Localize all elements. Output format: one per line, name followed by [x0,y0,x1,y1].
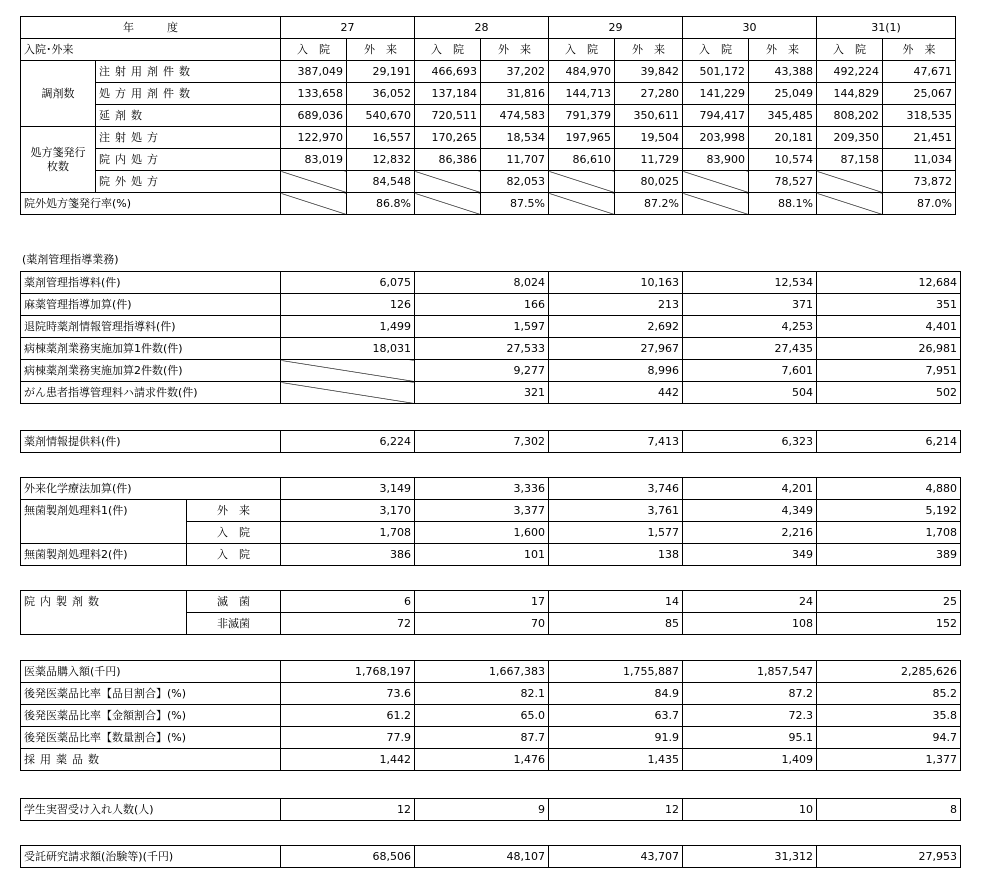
cell: 1,667,383 [415,661,549,683]
row-label: 麻薬管理指導加算(件) [21,294,281,316]
year-28: 28 [415,17,549,39]
cell: 12 [281,799,415,821]
cell: 19,504 [615,127,683,149]
table-row [21,661,961,683]
cell: 389 [817,544,961,566]
outpatient-header: 外 来 [347,39,415,61]
year-label: 年 度 [21,17,281,39]
table-row [21,500,961,522]
cell: 61.2 [281,705,415,727]
cell: 11,707 [481,149,549,171]
row-label: 無菌製剤処理料2(件) [21,544,187,566]
research-table [20,845,961,868]
table-row [21,316,961,338]
cell: 4,401 [817,316,961,338]
cell: 18,031 [281,338,415,360]
cell: 25 [817,591,961,613]
row-label: 薬剤情報提供料(件) [21,431,281,453]
empty-diagonal-cell [415,193,481,215]
cell: 720,511 [415,105,481,127]
cell: 442 [549,382,683,404]
empty-diagonal-cell [817,193,883,215]
cell: 1,755,887 [549,661,683,683]
row-label: 医薬品購入額(千円) [21,661,281,683]
cell: 137,184 [415,83,481,105]
cell: 4,253 [683,316,817,338]
cell: 3,761 [549,500,683,522]
row-label: 学生実習受け入れ人数(人) [21,799,281,821]
cell: 7,601 [683,360,817,382]
table-row [21,360,961,382]
cell: 82,053 [481,171,549,193]
table-row [21,749,961,771]
cell: 27,533 [415,338,549,360]
cell: 20,181 [749,127,817,149]
row-label: 後発医薬品比率【数量割合】(%) [21,727,281,749]
cell: 16,557 [347,127,415,149]
cell: 10 [683,799,817,821]
sub-label: 入 院 [187,544,281,566]
cell: 1,768,197 [281,661,415,683]
cell: 8 [817,799,961,821]
cell: 502 [817,382,961,404]
row-label: 外来化学療法加算(件) [21,478,281,500]
in-out-header-row [21,39,956,61]
cell: 10,574 [749,149,817,171]
cell: 37,202 [481,61,549,83]
cell: 144,713 [549,83,615,105]
cell: 80,025 [615,171,683,193]
cell: 197,965 [549,127,615,149]
cell: 170,265 [415,127,481,149]
cell: 27,953 [817,846,961,868]
cell: 1,577 [549,522,683,544]
cell: 351 [817,294,961,316]
cell: 94.7 [817,727,961,749]
cell: 2,216 [683,522,817,544]
cell: 8,996 [549,360,683,382]
outpatient-header: 外 来 [883,39,956,61]
cell: 3,149 [281,478,415,500]
cell: 73,872 [883,171,956,193]
cell: 78,527 [749,171,817,193]
cell: 203,998 [683,127,749,149]
cell: 21,451 [883,127,956,149]
cell: 122,970 [281,127,347,149]
cell: 86,610 [549,149,615,171]
cell: 484,970 [549,61,615,83]
purchase-table [20,660,961,771]
cell: 166 [415,294,549,316]
row-label: 院外処方 [96,171,281,193]
cell: 73.6 [281,683,415,705]
table-row [21,338,961,360]
year-31: 31(1) [817,17,956,39]
cell: 6,323 [683,431,817,453]
cell: 4,201 [683,478,817,500]
cell: 84,548 [347,171,415,193]
cell: 87.2 [683,683,817,705]
cell: 2,285,626 [817,661,961,683]
students-table [20,798,961,821]
cell: 386 [281,544,415,566]
cell: 39,842 [615,61,683,83]
cell: 1,409 [683,749,817,771]
cell: 209,350 [817,127,883,149]
cell: 1,435 [549,749,683,771]
row-label: 院外処方箋発行率(%) [21,193,281,215]
empty-diagonal-cell [281,382,415,404]
cell: 349 [683,544,817,566]
cell: 7,951 [817,360,961,382]
cell: 689,036 [281,105,347,127]
cell: 4,880 [817,478,961,500]
cell: 6 [281,591,415,613]
cell: 152 [817,613,961,635]
cell: 83,019 [281,149,347,171]
cell: 1,442 [281,749,415,771]
inpatient-header: 入 院 [281,39,347,61]
row-label: 延剤数 [96,105,281,127]
cell: 7,302 [415,431,549,453]
cell: 350,611 [615,105,683,127]
empty-diagonal-cell [281,171,347,193]
cell: 12,832 [347,149,415,171]
table-row [21,727,961,749]
cell: 808,202 [817,105,883,127]
cell: 43,388 [749,61,817,83]
cell: 87.0% [883,193,956,215]
year-29: 29 [549,17,683,39]
cell: 1,708 [281,522,415,544]
table-row [21,705,961,727]
cell: 25,067 [883,83,956,105]
cell: 27,280 [615,83,683,105]
guidance-table [20,271,961,404]
cell: 17 [415,591,549,613]
cell: 3,170 [281,500,415,522]
cell: 87.2% [615,193,683,215]
table-row [21,272,961,294]
inpatient-header: 入 院 [415,39,481,61]
cell: 14 [549,591,683,613]
empty-diagonal-cell [415,171,481,193]
cell: 12,534 [683,272,817,294]
inpatient-header: 入 院 [817,39,883,61]
cell: 12,684 [817,272,961,294]
cell: 48,107 [415,846,549,868]
table-row [21,193,956,215]
empty-diagonal-cell [683,193,749,215]
cell: 1,708 [817,522,961,544]
cell: 9,277 [415,360,549,382]
cell: 5,192 [817,500,961,522]
cell: 12 [549,799,683,821]
in-out-label: 入院･外来 [21,39,281,61]
row-label: 無菌製剤処理料1(件) [21,500,187,544]
dispensing-group-label: 調剤数 [21,61,96,127]
sub-label: 入 院 [187,522,281,544]
cell: 85 [549,613,683,635]
cell: 1,597 [415,316,549,338]
empty-diagonal-cell [549,171,615,193]
cell: 791,379 [549,105,615,127]
cell: 492,224 [817,61,883,83]
row-label: 処方用剤件数 [96,83,281,105]
cell: 371 [683,294,817,316]
drug-info-table [20,430,961,453]
table-row [21,171,956,193]
cell: 29,191 [347,61,415,83]
year-27: 27 [281,17,415,39]
cell: 86,386 [415,149,481,171]
table-row [21,591,961,613]
cell: 91.9 [549,727,683,749]
table-row [21,382,961,404]
cell: 77.9 [281,727,415,749]
table-row [21,846,961,868]
cell: 318,535 [883,105,956,127]
cell: 84.9 [549,683,683,705]
cell: 345,485 [749,105,817,127]
row-label: 病棟薬剤業務実施加算1件数(件) [21,338,281,360]
cell: 87,158 [817,149,883,171]
cell: 87.7 [415,727,549,749]
sub-label: 外 来 [187,500,281,522]
year-header-row [21,17,956,39]
cell: 43,707 [549,846,683,868]
table-row [21,105,956,127]
outpatient-header: 外 来 [749,39,817,61]
table-row [21,683,961,705]
inhouse-preparations-table [20,590,961,635]
row-label: 受託研究請求額(治験等)(千円) [21,846,281,868]
table-row [21,61,956,83]
cell: 72 [281,613,415,635]
cell: 10,163 [549,272,683,294]
cell: 213 [549,294,683,316]
row-label: 注射処方 [96,127,281,149]
cell: 3,746 [549,478,683,500]
row-label: 後発医薬品比率【金額割合】(%) [21,705,281,727]
chemotherapy-table [20,477,961,566]
cell: 82.1 [415,683,549,705]
cell: 72.3 [683,705,817,727]
cell: 501,172 [683,61,749,83]
cell: 6,075 [281,272,415,294]
cell: 27,435 [683,338,817,360]
cell: 18,534 [481,127,549,149]
cell: 108 [683,613,817,635]
cell: 85.2 [817,683,961,705]
cell: 9 [415,799,549,821]
cell: 474,583 [481,105,549,127]
table-row [21,544,961,566]
cell: 138 [549,544,683,566]
cell: 144,829 [817,83,883,105]
cell: 6,224 [281,431,415,453]
cell: 88.1% [749,193,817,215]
cell: 540,670 [347,105,415,127]
cell: 36,052 [347,83,415,105]
cell: 1,600 [415,522,549,544]
group-label-line: 処方箋発行 [30,145,86,159]
table-row [21,83,956,105]
cell: 25,049 [749,83,817,105]
inpatient-header: 入 院 [683,39,749,61]
cell: 387,049 [281,61,347,83]
table-row [21,149,956,171]
cell: 31,312 [683,846,817,868]
cell: 794,417 [683,105,749,127]
cell: 47,671 [883,61,956,83]
table-row [21,478,961,500]
cell: 70 [415,613,549,635]
cell: 8,024 [415,272,549,294]
table-row [21,294,961,316]
cell: 26,981 [817,338,961,360]
empty-diagonal-cell [549,193,615,215]
cell: 1,857,547 [683,661,817,683]
table-row [21,431,961,453]
cell: 31,816 [481,83,549,105]
empty-diagonal-cell [817,171,883,193]
cell: 3,336 [415,478,549,500]
empty-diagonal-cell [683,171,749,193]
cell: 504 [683,382,817,404]
row-label: 薬剤管理指導料(件) [21,272,281,294]
group-label-line: 枚数 [47,159,69,173]
row-label: 院内処方 [96,149,281,171]
row-label: 後発医薬品比率【品目割合】(%) [21,683,281,705]
cell: 1,377 [817,749,961,771]
cell: 2,692 [549,316,683,338]
table-row [21,799,961,821]
row-label: 注射用剤件数 [96,61,281,83]
cell: 6,214 [817,431,961,453]
cell: 95.1 [683,727,817,749]
cell: 133,658 [281,83,347,105]
table-row [21,127,956,149]
section-title: (薬剤管理指導業務) [22,253,119,266]
cell: 35.8 [817,705,961,727]
row-label: 採用薬品数 [21,749,281,771]
cell: 65.0 [415,705,549,727]
cell: 141,229 [683,83,749,105]
outpatient-header: 外 来 [481,39,549,61]
cell: 11,034 [883,149,956,171]
cell: 7,413 [549,431,683,453]
cell: 4,349 [683,500,817,522]
cell: 24 [683,591,817,613]
cell: 87.5% [481,193,549,215]
cell: 11,729 [615,149,683,171]
outpatient-header: 外 来 [615,39,683,61]
row-label: がん患者指導管理料ハ請求件数(件) [21,382,281,404]
row-label: 退院時薬剤情報管理指導料(件) [21,316,281,338]
cell: 27,967 [549,338,683,360]
cell: 83,900 [683,149,749,171]
empty-diagonal-cell [281,193,347,215]
cell: 3,377 [415,500,549,522]
year-30: 30 [683,17,817,39]
cell: 101 [415,544,549,566]
row-label: 病棟薬剤業務実施加算2件数(件) [21,360,281,382]
cell: 1,499 [281,316,415,338]
prescription-group-label [21,127,96,193]
row-label: 院内製剤数 [21,591,187,635]
cell: 321 [415,382,549,404]
sub-label: 滅 菌 [187,591,281,613]
empty-diagonal-cell [281,360,415,382]
cell: 126 [281,294,415,316]
cell: 63.7 [549,705,683,727]
inpatient-header: 入 院 [549,39,615,61]
dispensing-table [20,16,956,215]
cell: 466,693 [415,61,481,83]
sub-label: 非滅菌 [187,613,281,635]
cell: 1,476 [415,749,549,771]
cell: 68,506 [281,846,415,868]
cell: 86.8% [347,193,415,215]
